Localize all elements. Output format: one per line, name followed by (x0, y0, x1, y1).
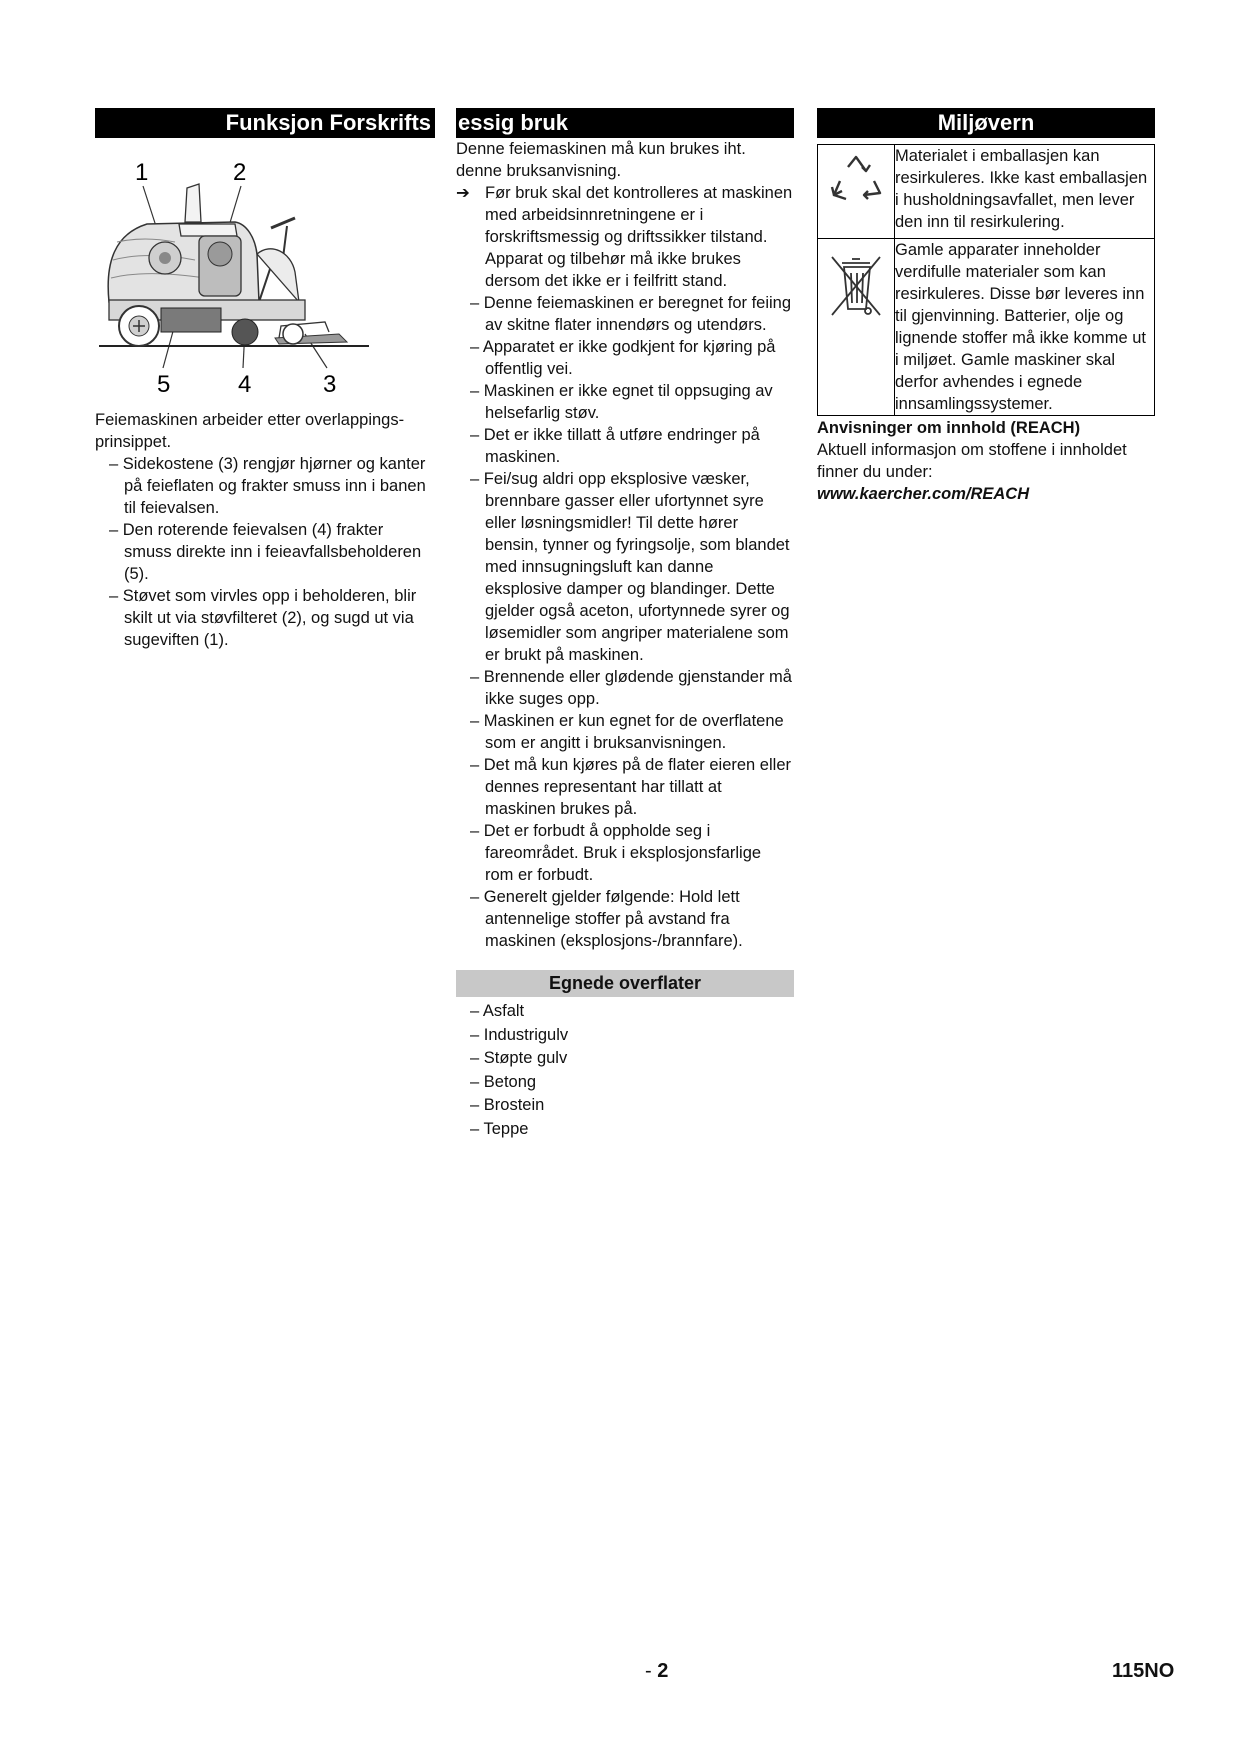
section-header-intended-use: essig bruk (456, 108, 794, 138)
column-intended-use (456, 108, 794, 1141)
sweeper-machine-figure (95, 142, 395, 398)
figure-label-4: 4 (238, 371, 252, 398)
recycle-text: Materialet i emballasjen kan resirkuleres. Ikke kast emballasjen i husholdningsavfallet, men lever den inn til resirkulering. (895, 145, 1155, 239)
surfaces-list (456, 1000, 794, 1141)
list-item: – Sidekostene (3) rengjør hjørner og kanter på feieflaten og frakter smuss inn i banen til feievalsen. (95, 453, 435, 519)
function-list (95, 453, 435, 651)
list-item: – Det er forbudt å oppholde seg i fareområdet. Bruk i eksplosjonsfarlige rom er forbudt. (456, 820, 794, 886)
list-item: – Denne feiemaskinen er beregnet for feiing av skitne flater innendørs og utendørs. (456, 292, 794, 336)
accessory-note: Apparat og tilbehør må ikke brukes dersom det ikke er i feilfritt stand. (485, 250, 741, 290)
bin-text: Gamle apparater inneholder verdifulle materialer som kan resirkuleres. Disse bør leveres inn til gjenvinning. Batterier, olje og lignende stoffer må ikke komme ut i miljøet. Gamle maskiner skal derfor avhendes i egnede innsamlingssystemer. (895, 239, 1155, 416)
figure-label-2: 2 (233, 159, 247, 186)
list-item: – Asfalt (456, 1000, 794, 1024)
crossed-bin-icon (818, 239, 894, 393)
arrow-icon: ➔ (456, 184, 470, 202)
list-item: – Generelt gjelder følgende: Hold lett antennelige stoffer på avstand fra maskinen (eksplosjons-/brannfare). (456, 886, 794, 952)
environment-table (817, 144, 1155, 416)
list-item: – Teppe (456, 1118, 794, 1142)
figure-label-5: 5 (157, 371, 171, 398)
page-number (645, 1660, 668, 1683)
function-intro: Feiemaskinen arbeider etter overlappings-prinsippet. (95, 411, 405, 451)
reach-text: Aktuell informasjon om stoffene i innholdet finner du under: (817, 441, 1127, 481)
column-function (95, 108, 435, 651)
list-item: – Støpte gulv (456, 1047, 794, 1071)
page-number-value: 2 (657, 1660, 669, 1682)
list-item: – Maskinen er ikke egnet til oppsuging av helsefarlig støv. (456, 380, 794, 424)
document-code: 115NO (1112, 1660, 1175, 1682)
page-prefix: - (645, 1660, 652, 1682)
list-item: – Maskinen er kun egnet for de overflatene som er angitt i bruksanvisningen. (456, 710, 794, 754)
column-environment (817, 108, 1155, 505)
list-item: – Det må kun kjøres på de flater eieren eller dennes representant har tillatt at maskinen brukes på. (456, 754, 794, 820)
list-item: – Den roterende feievalsen (4) frakter smuss direkte inn i feieavfallsbeholderen (5). (95, 519, 435, 585)
check-instruction (456, 182, 794, 248)
figure-label-3: 3 (323, 371, 337, 398)
figure-label-1: 1 (135, 159, 149, 186)
list-item: – Industrigulv (456, 1024, 794, 1048)
list-item: – Brennende eller glødende gjenstander må ikke suges opp. (456, 666, 794, 710)
reach-header: Anvisninger om innhold (REACH) (817, 419, 1081, 437)
list-item: – Brostein (456, 1094, 794, 1118)
list-item: – Apparatet er ikke godkjent for kjøring på offentlig vei. (456, 336, 794, 380)
surfaces-header: Egnede overflater (456, 970, 794, 997)
list-item: – Betong (456, 1071, 794, 1095)
check-instruction-text: Før bruk skal det kontrolleres at maskinen med arbeidsinnretningene er i forskriftsmessig og driftssikker tilstand. (485, 184, 793, 246)
intended-use-intro: Denne feiemaskinen må kun brukes iht. denne bruksanvisning. (456, 140, 746, 180)
reach-link[interactable]: www.kaercher.com/REACH (817, 485, 1030, 503)
intended-use-list (456, 292, 794, 952)
bin-icon-cell (818, 239, 895, 416)
recycle-icon-cell (818, 145, 895, 239)
section-header-environment: Miljøvern (817, 108, 1155, 138)
recycle-icon (818, 145, 894, 233)
list-item: – Fei/sug aldri opp eksplosive væsker, brennbare gasser eller ufortynnet syre eller løsningsmidler! Til dette hører bensin, tynner og fyringsolje, som blandet med innsugningsluft kan danne eksplosive damper og blandinger. Dette gjelder også aceton, ufortynnede syrer og løsemidler som angriper materialene som er brukt på maskinen. (456, 468, 794, 666)
list-item: – Støvet som virvles opp i beholderen, blir skilt ut via støvfilteret (2), og sugd ut via sugeviften (1). (95, 585, 435, 651)
section-header-function: Funksjon Forskrifts (95, 108, 435, 138)
list-item: – Det er ikke tillatt å utføre endringer på maskinen. (456, 424, 794, 468)
